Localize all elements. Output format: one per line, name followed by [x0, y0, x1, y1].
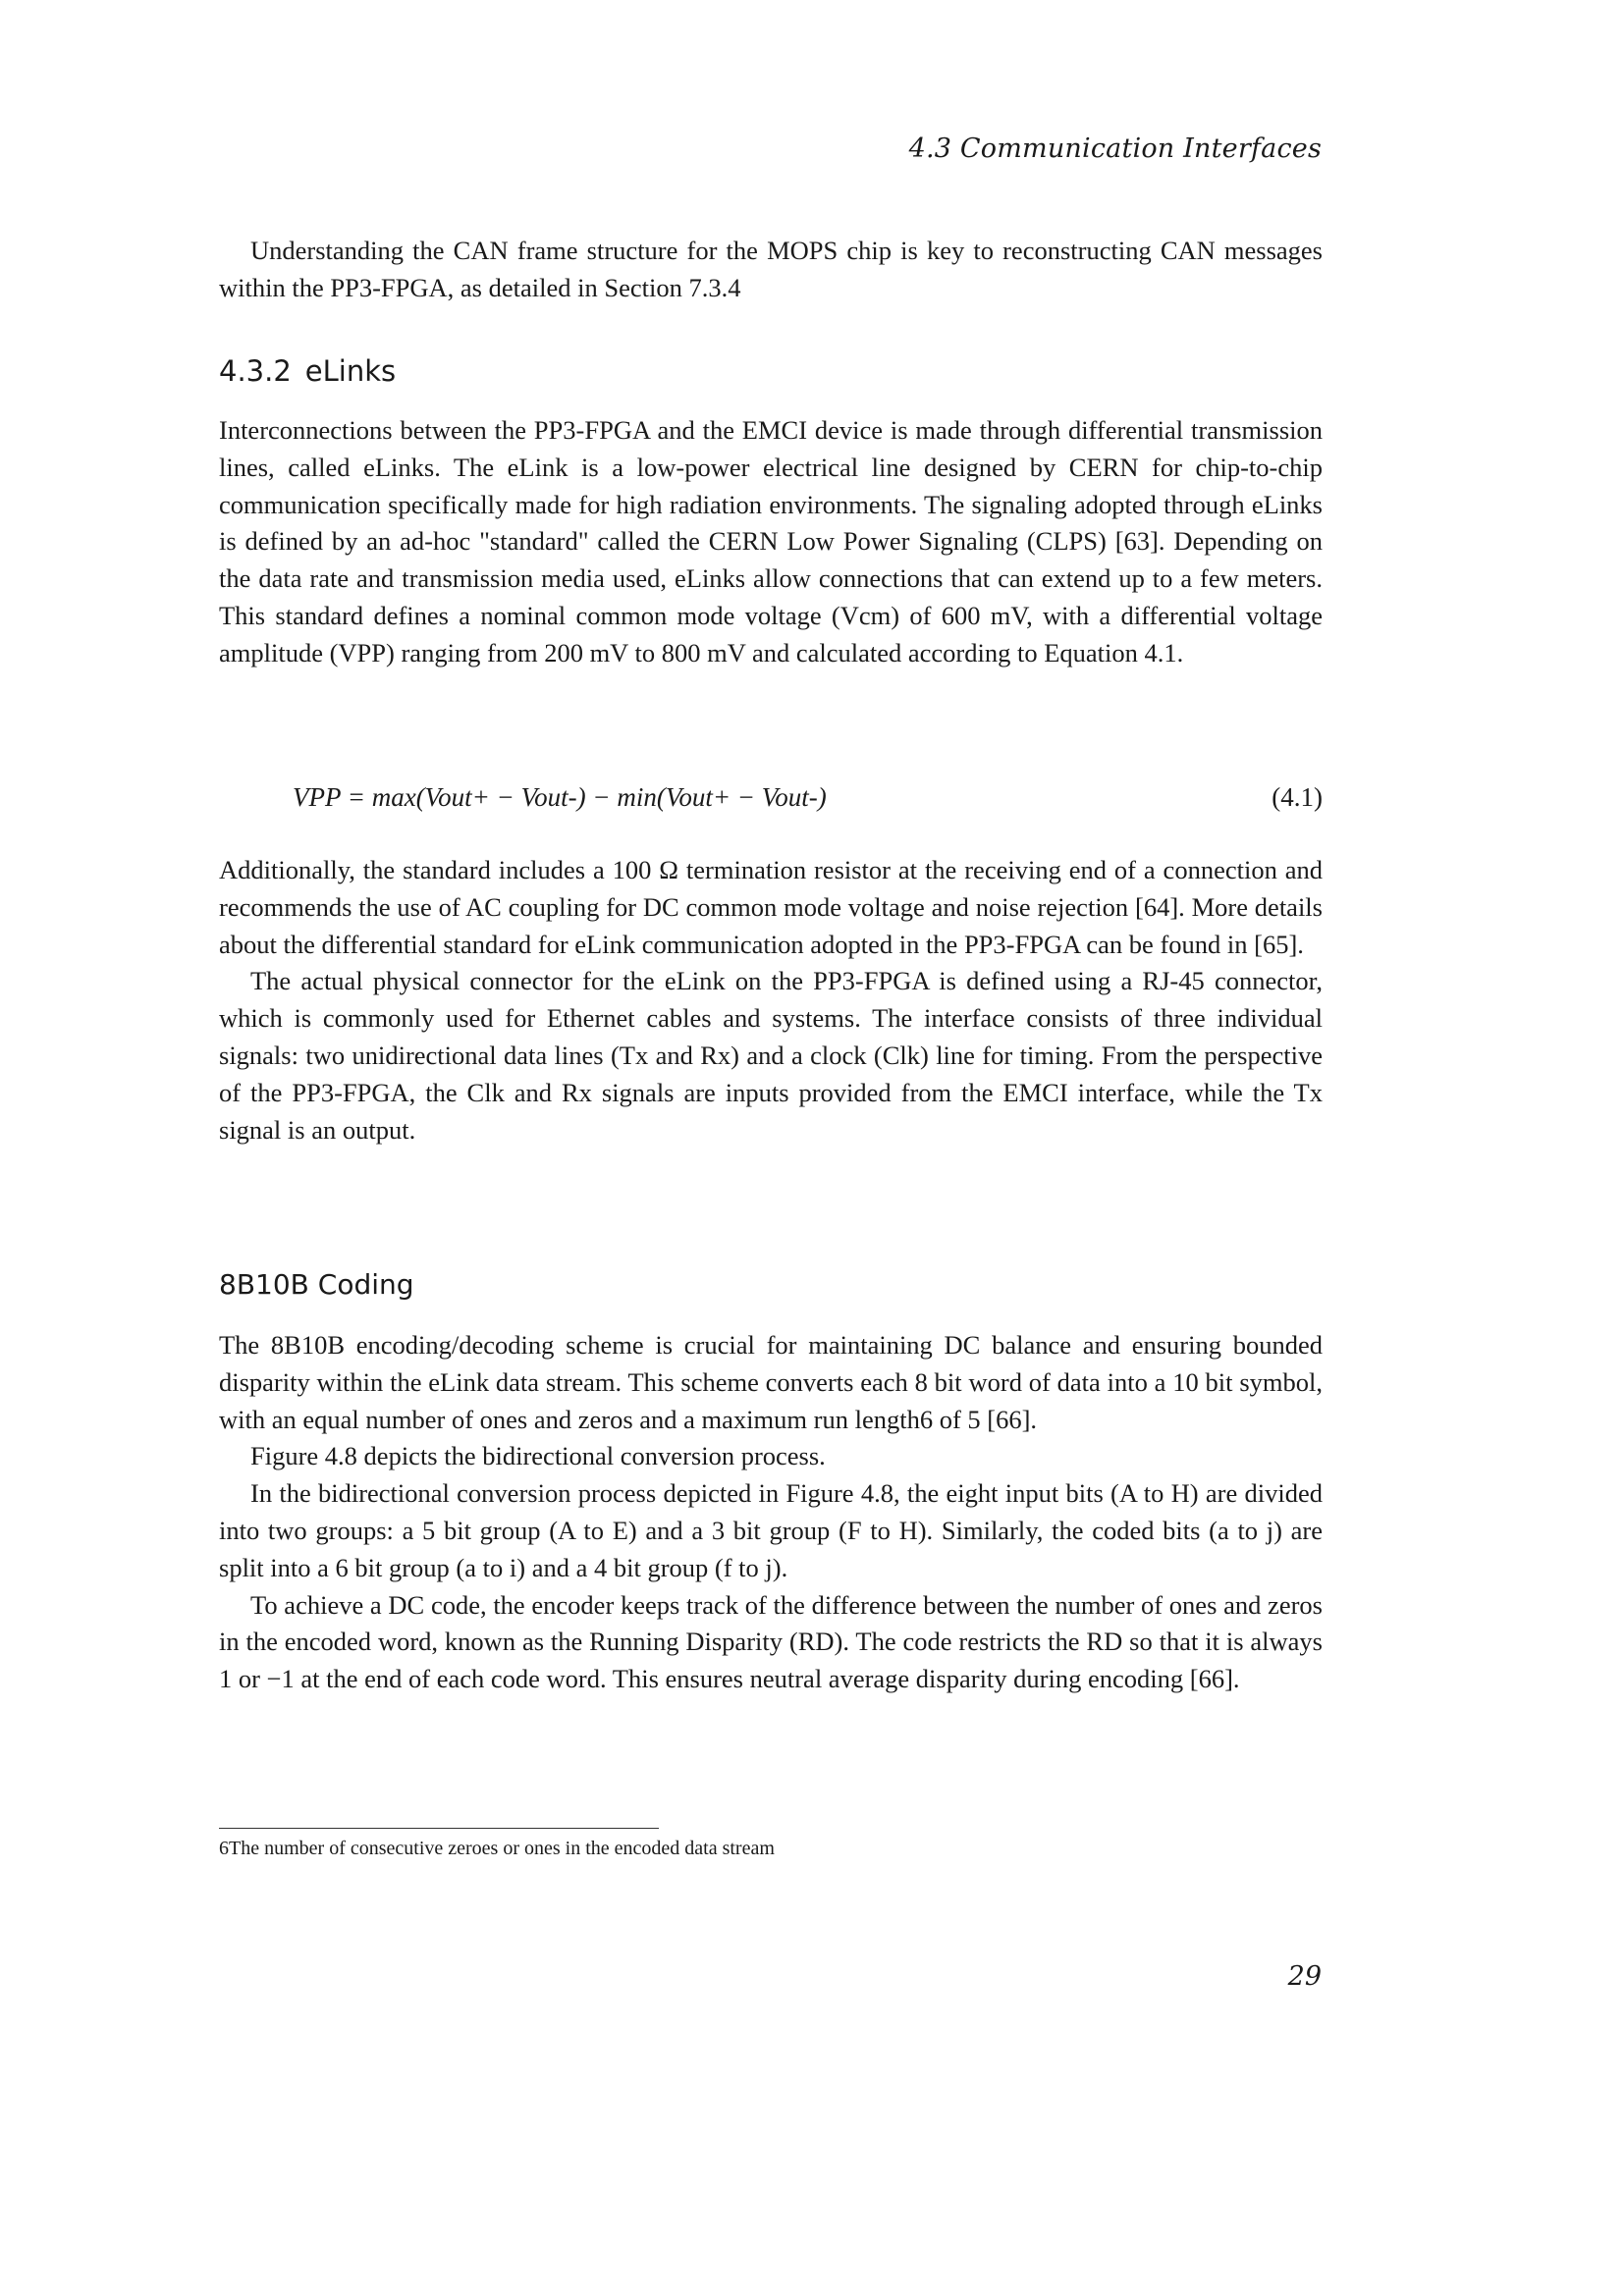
running-head: 4.3 Communication Interfaces: [908, 133, 1322, 164]
section-heading: [219, 354, 396, 388]
footnote: 6The number of consecutive zeroes or ones in the encoded data stream: [219, 1838, 775, 1859]
footnote-rule: [219, 1828, 659, 1829]
section-paragraph-2: Additionally, the standard includes a 100 Ω termination resistor at the receiving end of a connection and recommends the use of AC coupling for DC common mode voltage and noise rejection [64]. More details about the differential standard for eLink communication adopted in the PP3-FPGA can be found in [65].: [219, 855, 1323, 959]
section-paragraph-1: Interconnections between the PP3-FPGA and the EMCI device is made through differential transmission lines, called eLinks. The eLink is a low-power electrical line designed by CERN for chip-to-chip communication specifically made for high radiation environments. The signaling adopted through eLinks is defined by an ad-hoc "standard" called the CERN Low Power Signaling (CLPS) [63]. Depending on the data rate and transmission media used, eLinks allow connections that can extend up to a few meters. This standard defines a nominal common mode voltage (Vcm) of 600 mV, with a differential voltage amplitude (VPP) ranging from 200 mV to 800 mV and calculated according to Equation 4.1.: [219, 415, 1323, 667]
equation-body: VPP = max(Vout+ − Vout-) − min(Vout+ − Vout-): [293, 782, 827, 812]
section-para-1-block: [219, 412, 1323, 672]
page-number: 29: [1287, 1961, 1322, 1992]
subsection-block: [219, 1327, 1323, 1698]
section-number: 4.3.2: [219, 354, 292, 388]
subsection-heading: 8B10B Coding: [219, 1268, 414, 1301]
subsection-paragraph-3: In the bidirectional conversion process depicted in Figure 4.8, the eight input bits (A to H) are divided into two groups: a 5 bit group (A to E) and a 3 bit group (F to H). Similarly, the coded bits (a to j) are split into a 6 bit group (a to i) and a 4 bit group (f to j).: [219, 1478, 1323, 1582]
section-title: eLinks: [304, 354, 397, 388]
intro-paragraph: Understanding the CAN frame structure for the MOPS chip is key to reconstructing CAN messages within the PP3-FPGA, as detailed in Section 7.3.4: [219, 236, 1323, 302]
subsection-paragraph-4: To achieve a DC code, the encoder keeps track of the difference between the number of ones and zeros in the encoded word, known as the Running Disparity (RD). The code restricts the RD so that it is always 1 or −1 at the end of each code word. This ensures neutral average disparity during encoding [66].: [219, 1589, 1323, 1694]
section-paragraph-3: The actual physical connector for the eLink on the PP3-FPGA is defined using a RJ-45 connector, which is commonly used for Ethernet cables and systems. The interface consists of three individual signals: two unidirectional data lines (Tx and Rx) and a clock (Clk) line for timing. From the perspective of the PP3-FPGA, the Clk and Rx signals are inputs provided from the EMCI interface, while the Tx signal is an output.: [219, 966, 1323, 1145]
subsection-paragraph-1: The 8B10B encoding/decoding scheme is crucial for maintaining DC balance and ensuring bounded disparity within the eLink data stream. This scheme converts each 8 bit word of data into a 10 bit symbol, with an equal number of ones and zeros and a maximum run length6 of 5 [66].: [219, 1330, 1323, 1434]
equation-number: (4.1): [1272, 782, 1323, 812]
section-para-2-block: [219, 852, 1323, 1148]
equation-4-1: [293, 782, 1323, 813]
subsection-paragraph-2: Figure 4.8 depicts the bidirectional conversion process.: [250, 1441, 826, 1471]
intro-block: [219, 233, 1323, 307]
